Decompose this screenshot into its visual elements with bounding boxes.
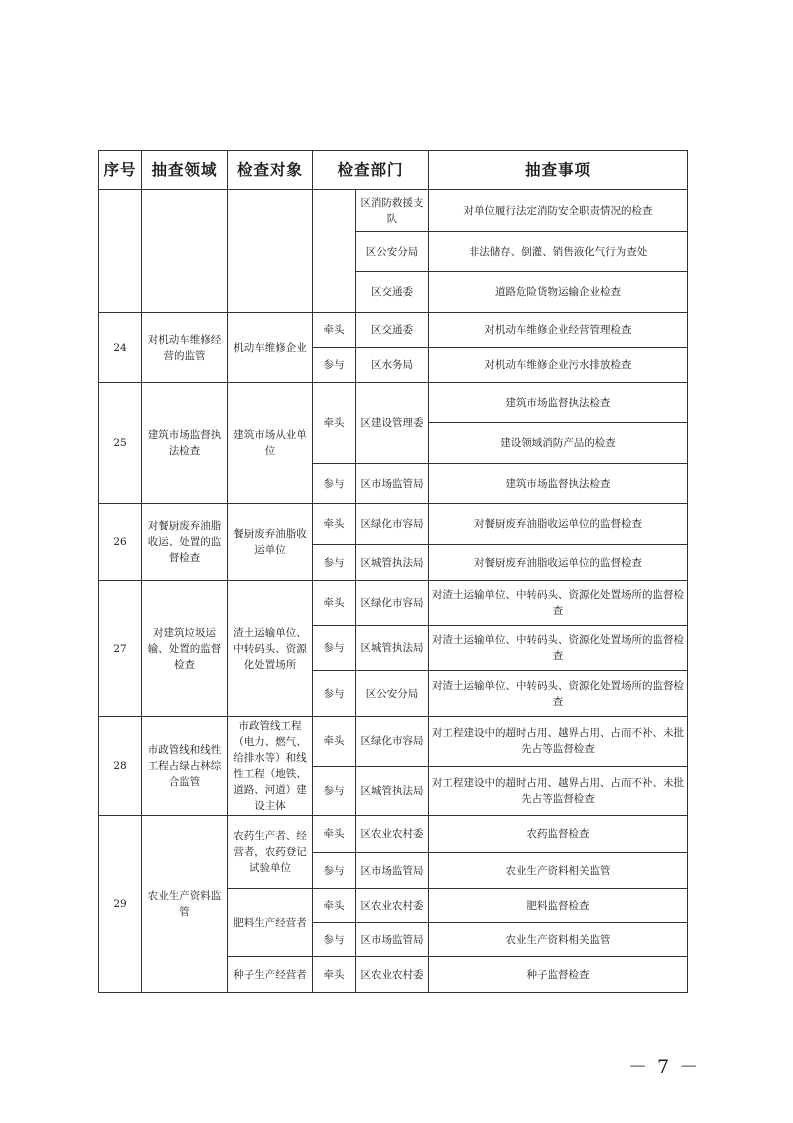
dept-cell: 区城管执法局 <box>356 626 429 671</box>
role-cell: 参与 <box>313 923 356 957</box>
target-cell: 市政管线工程（电力、燃气、给排水等）和线性工程（地铁、道路、河道）建设主体 <box>228 717 313 816</box>
item-cell: 对渣土运输单位、中转码头、资源化处置场所的监督检查 <box>429 671 688 717</box>
dept-cell: 区农业农村委 <box>356 816 429 853</box>
item-cell: 建设领域消防产品的检查 <box>429 423 688 464</box>
domain-cell: 对机动车维修经营的监管 <box>142 313 228 383</box>
seq-cell: 26 <box>99 504 142 581</box>
target-cell: 餐厨废弃油脂收运单位 <box>228 504 313 581</box>
header-items: 抽查事项 <box>429 151 688 190</box>
dept-cell: 区建设管理委 <box>356 383 429 464</box>
dept-cell: 区水务局 <box>356 348 429 383</box>
item-cell: 对单位履行法定消防安全职责情况的检查 <box>429 190 688 232</box>
item-cell: 对渣土运输单位、中转码头、资源化处置场所的监督检查 <box>429 581 688 626</box>
role-cell: 牵头 <box>313 383 356 464</box>
dept-cell: 区公安分局 <box>356 232 429 272</box>
role-cell: 参与 <box>313 464 356 504</box>
role-cell: 牵头 <box>313 816 356 853</box>
domain-cell: 对餐厨废弃油脂收运、处置的监督检查 <box>142 504 228 581</box>
role-cell: 牵头 <box>313 313 356 348</box>
table-row <box>99 504 688 545</box>
dept-cell: 区交通委 <box>356 272 429 313</box>
item-cell: 农药监督检查 <box>429 816 688 853</box>
role-cell: 参与 <box>313 626 356 671</box>
item-cell: 道路危险货物运输企业检查 <box>429 272 688 313</box>
page-number: － 7 － <box>628 1056 701 1078</box>
dept-cell: 区市场监管局 <box>356 923 429 957</box>
dept-cell: 区城管执法局 <box>356 545 429 581</box>
dept-cell: 区公安分局 <box>356 671 429 717</box>
dept-cell: 区农业农村委 <box>356 957 429 993</box>
role-cell: 参与 <box>313 853 356 889</box>
item-cell: 农业生产资料相关监管 <box>429 853 688 889</box>
dept-cell: 区交通委 <box>356 313 429 348</box>
role-cell: 牵头 <box>313 957 356 993</box>
dept-cell: 区农业农村委 <box>356 889 429 923</box>
table-row <box>99 313 688 348</box>
item-cell: 对工程建设中的超时占用、越界占用、占而不补、未批先占等监督检查 <box>429 717 688 767</box>
item-cell: 肥料监督检查 <box>429 889 688 923</box>
item-cell: 建筑市场监督执法检查 <box>429 383 688 423</box>
role-cell: 牵头 <box>313 889 356 923</box>
seq-cell <box>99 190 142 313</box>
item-cell: 对餐厨废弃油脂收运单位的监督检查 <box>429 504 688 545</box>
item-cell: 种子监督检查 <box>429 957 688 993</box>
role-cell: 牵头 <box>313 504 356 545</box>
seq-cell: 24 <box>99 313 142 383</box>
domain-cell: 对建筑垃圾运输、处置的监督检查 <box>142 581 228 717</box>
dept-cell: 区绿化市容局 <box>356 717 429 767</box>
table-row <box>99 383 688 423</box>
target-cell: 农药生产者、经营者，农药登记试验单位 <box>228 816 313 889</box>
role-cell <box>313 190 356 313</box>
domain-cell: 建筑市场监督执法检查 <box>142 383 228 504</box>
role-cell: 参与 <box>313 671 356 717</box>
dept-cell: 区市场监管局 <box>356 464 429 504</box>
item-cell: 农业生产资料相关监管 <box>429 923 688 957</box>
table-row <box>99 190 688 232</box>
dept-cell: 区绿化市容局 <box>356 504 429 545</box>
inspection-table <box>98 150 688 993</box>
dept-cell: 区城管执法局 <box>356 766 429 816</box>
target-cell: 机动车维修企业 <box>228 313 313 383</box>
table-row <box>99 717 688 767</box>
header-domain: 抽查领域 <box>142 151 228 190</box>
item-cell: 对工程建设中的超时占用、越界占用、占而不补、未批先占等监督检查 <box>429 766 688 816</box>
target-cell: 种子生产经营者 <box>228 957 313 993</box>
seq-cell: 28 <box>99 717 142 816</box>
target-cell: 建筑市场从业单位 <box>228 383 313 504</box>
table-row <box>99 816 688 853</box>
role-cell: 参与 <box>313 545 356 581</box>
seq-cell: 29 <box>99 816 142 993</box>
dept-cell: 区市场监管局 <box>356 853 429 889</box>
role-cell: 牵头 <box>313 581 356 626</box>
item-cell: 非法储存、倒灌、销售液化气行为查处 <box>429 232 688 272</box>
seq-cell: 25 <box>99 383 142 504</box>
target-cell: 渣土运输单位、中转码头、资源化处置场所 <box>228 581 313 717</box>
dept-cell: 区绿化市容局 <box>356 581 429 626</box>
item-cell: 对机动车维修企业污水排放检查 <box>429 348 688 383</box>
domain-cell: 市政管线和线性工程占绿占林综合监管 <box>142 717 228 816</box>
role-cell: 牵头 <box>313 717 356 767</box>
role-cell: 参与 <box>313 348 356 383</box>
role-cell: 参与 <box>313 766 356 816</box>
item-cell: 建筑市场监督执法检查 <box>429 464 688 504</box>
item-cell: 对渣土运输单位、中转码头、资源化处置场所的监督检查 <box>429 626 688 671</box>
dept-cell: 区消防救援支队 <box>356 190 429 232</box>
domain-cell <box>142 190 228 313</box>
header-dept: 检查部门 <box>313 151 429 190</box>
table-row <box>99 581 688 626</box>
item-cell: 对机动车维修企业经营管理检查 <box>429 313 688 348</box>
target-cell <box>228 190 313 313</box>
table-header-row <box>99 151 688 190</box>
domain-cell: 农业生产资料监管 <box>142 816 228 993</box>
item-cell: 对餐厨废弃油脂收运单位的监督检查 <box>429 545 688 581</box>
header-target: 检查对象 <box>228 151 313 190</box>
target-cell: 肥料生产经营者 <box>228 889 313 957</box>
header-seq: 序号 <box>99 151 142 190</box>
seq-cell: 27 <box>99 581 142 717</box>
